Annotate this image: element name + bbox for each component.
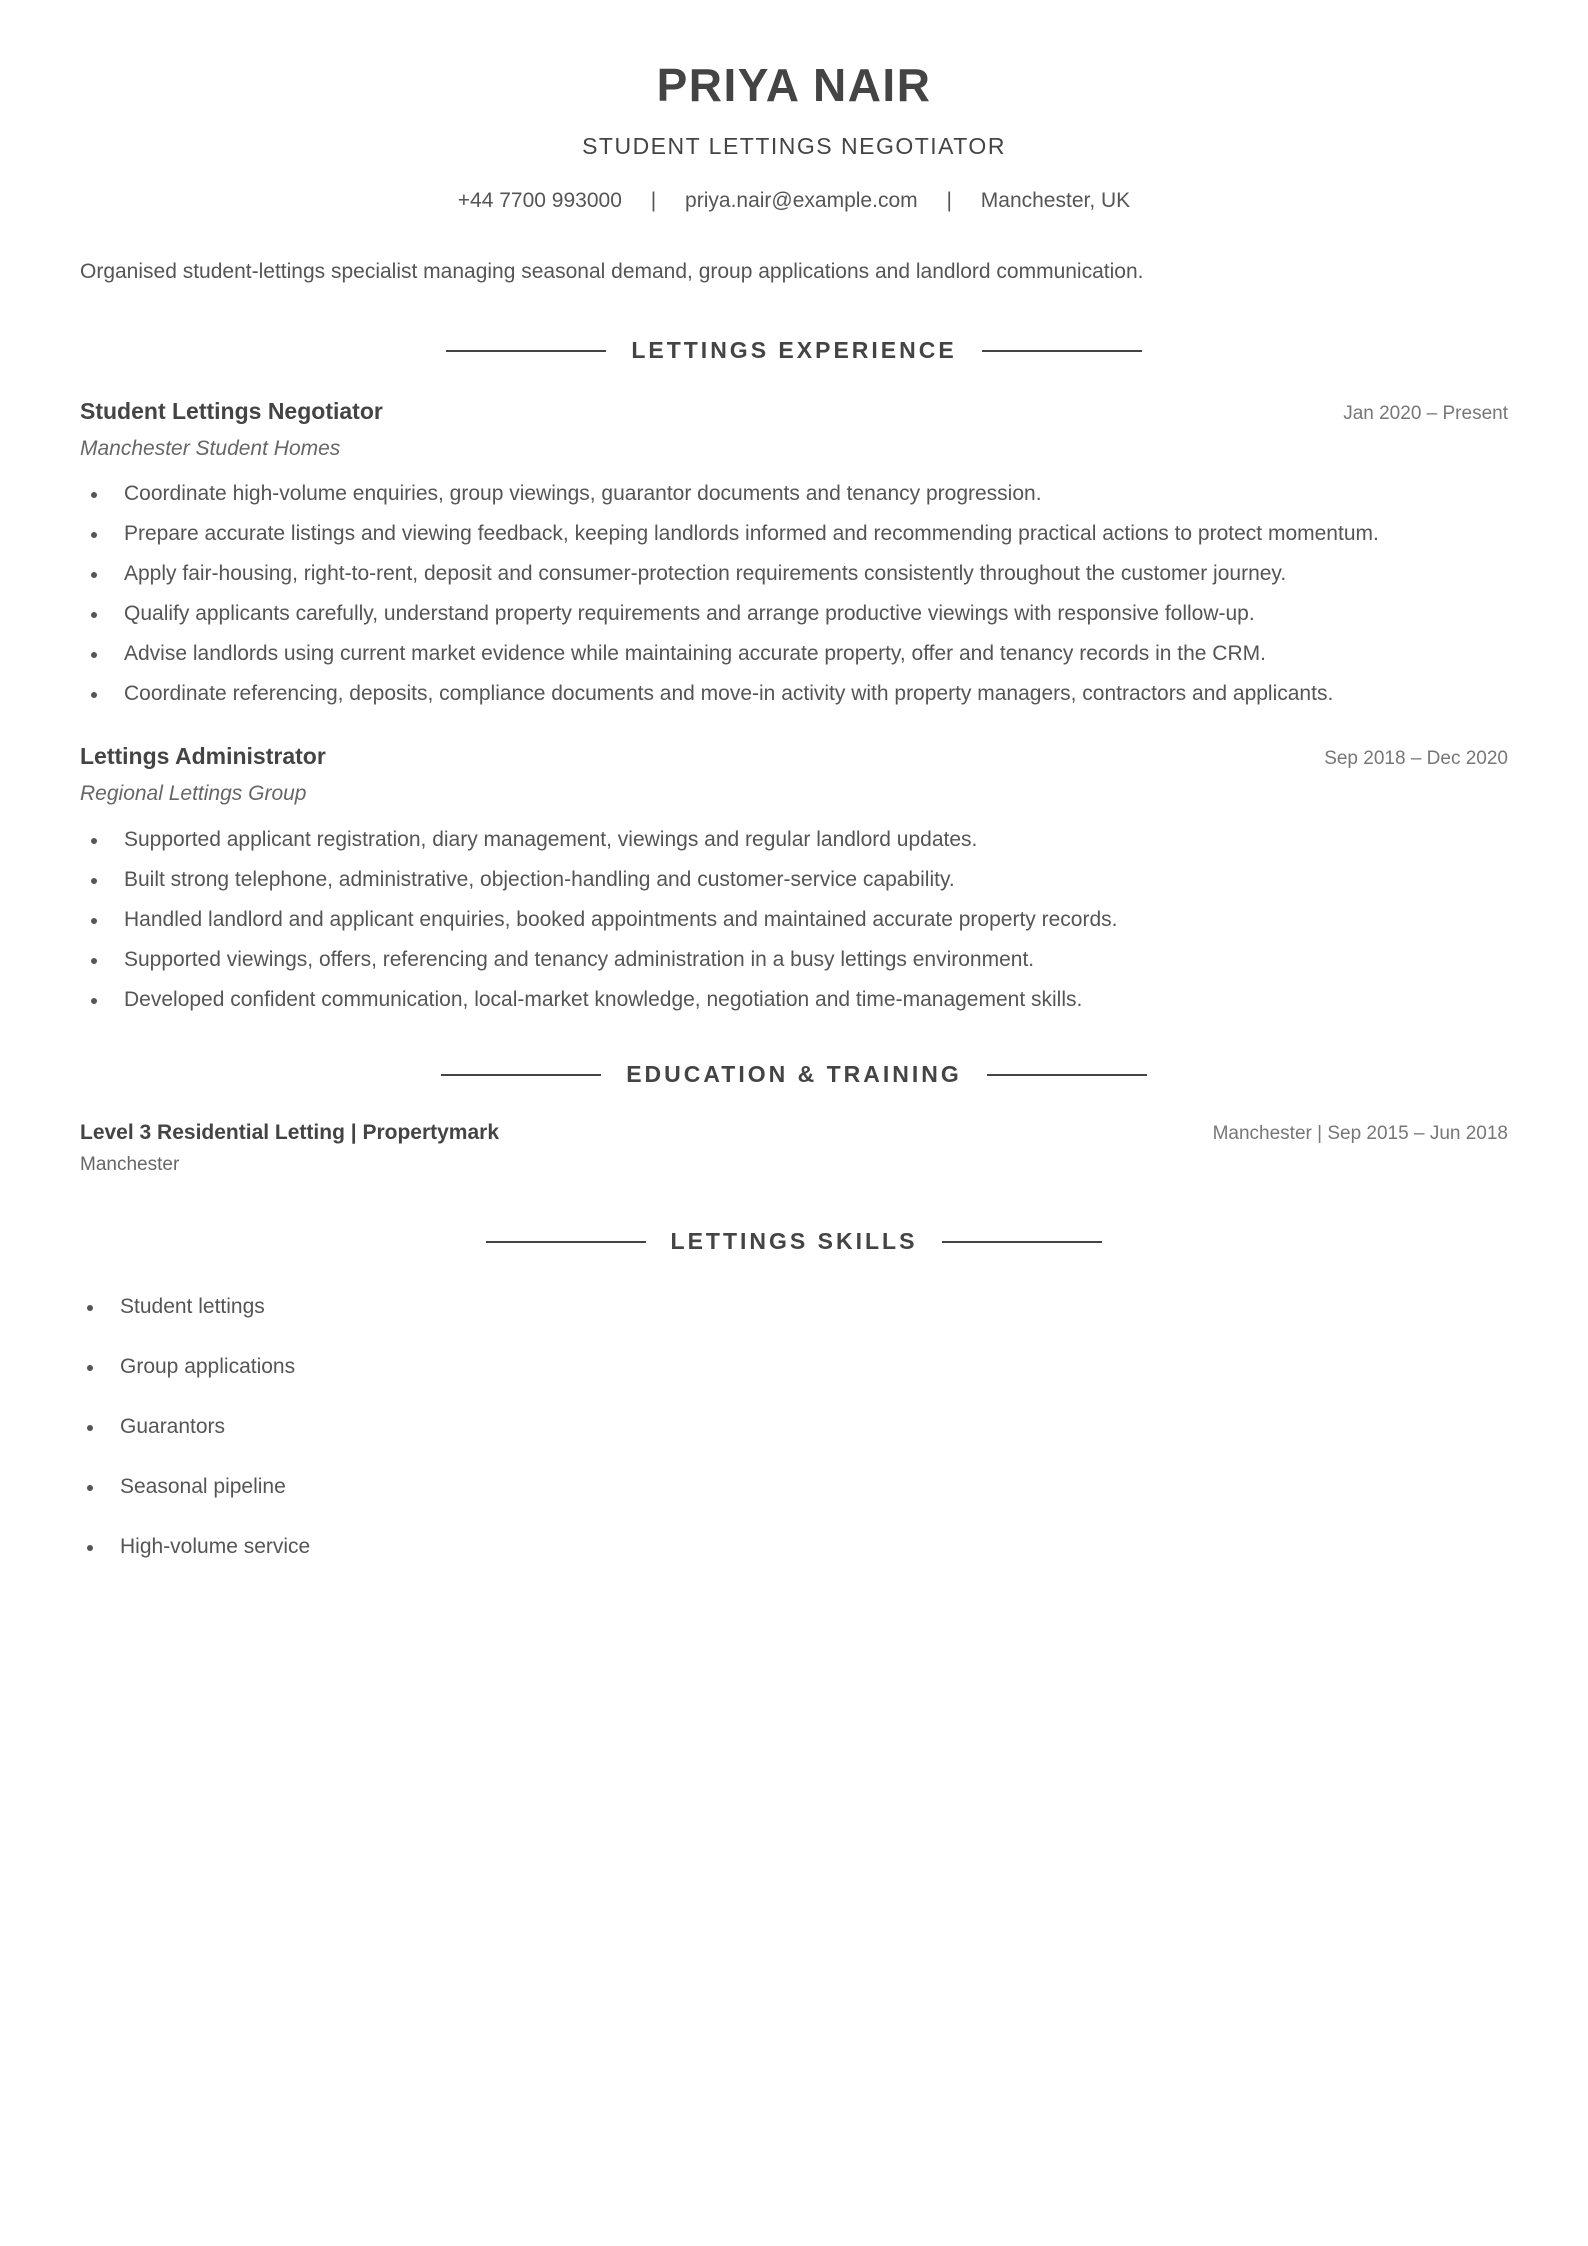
job-entry-header [80, 743, 1508, 770]
job-bullet: Built strong telephone, administrative, objection-handling and customer-service capability. [80, 860, 1508, 900]
education-heading-label: EDUCATION & TRAINING [626, 1061, 962, 1087]
skill-item: Group applications [80, 1337, 310, 1397]
job-bullet: Advise landlords using current market evidence while maintaining accurate property, offer and tenancy records in the CRM. [80, 634, 1508, 674]
skills-section-heading [80, 1228, 1508, 1255]
job-bullet: Handled landlord and applicant enquiries, booked appointments and maintained accurate property records. [80, 900, 1508, 940]
candidate-title: STUDENT LETTINGS NEGOTIATOR [582, 133, 1006, 159]
contact-location: Manchester, UK [980, 189, 1131, 212]
job-company: Regional Lettings Group [80, 782, 307, 805]
job-company: Manchester Student Homes [80, 437, 341, 460]
heading-rule-left [486, 1241, 646, 1243]
skill-item: Seasonal pipeline [80, 1457, 310, 1517]
contact-separator: | [650, 189, 657, 212]
contact-phone[interactable]: +44 7700 993000 [457, 189, 622, 212]
job-dates: Jan 2020 – Present [1343, 403, 1508, 424]
skill-item: Guarantors [80, 1397, 310, 1457]
heading-rule-right [982, 350, 1142, 352]
experience-section-heading [80, 337, 1508, 364]
job-role: Lettings Administrator [80, 743, 326, 769]
education-entry-header [80, 1121, 1508, 1145]
job-dates: Sep 2018 – Dec 2020 [1324, 748, 1508, 769]
education-meta: Manchester | Sep 2015 – Jun 2018 [1212, 1123, 1508, 1144]
job-entry-header [80, 398, 1508, 425]
heading-rule-right [987, 1074, 1147, 1076]
job-bullet: Developed confident communication, local-market knowledge, negotiation and time-management skills. [80, 980, 1508, 1020]
skill-item: Student lettings [80, 1277, 310, 1337]
education-location: Manchester [80, 1154, 180, 1175]
heading-rule-left [441, 1074, 601, 1076]
job-role: Student Lettings Negotiator [80, 398, 383, 424]
job-bullet: Coordinate high-volume enquiries, group viewings, guarantor documents and tenancy progression. [80, 474, 1508, 514]
job-bullet-list [80, 820, 1508, 1020]
skills-list [80, 1277, 310, 1577]
job-bullet: Supported viewings, offers, referencing and tenancy administration in a busy lettings environment. [80, 940, 1508, 980]
job-bullet: Prepare accurate listings and viewing feedback, keeping landlords informed and recommending practical actions to protect momentum. [80, 514, 1508, 554]
education-section-heading [80, 1061, 1508, 1088]
contact-separator: | [946, 189, 952, 212]
experience-heading-label: LETTINGS EXPERIENCE [631, 337, 957, 363]
contact-line [80, 189, 1508, 213]
skill-item: High-volume service [80, 1517, 310, 1577]
skills-heading-label: LETTINGS SKILLS [670, 1228, 918, 1254]
candidate-name: PRIYA NAIR [656, 59, 932, 111]
job-bullet: Coordinate referencing, deposits, compliance documents and move-in activity with property managers, contractors and applicants. [80, 674, 1508, 714]
heading-rule-right [942, 1241, 1102, 1243]
contact-email[interactable]: priya.nair@example.com [685, 189, 918, 212]
job-bullet-list [80, 474, 1508, 714]
job-bullet: Qualify applicants carefully, understand property requirements and arrange productive viewings with responsive follow-up. [80, 594, 1508, 634]
education-qualification: Level 3 Residential Letting | Propertymark [80, 1121, 500, 1144]
job-bullet: Supported applicant registration, diary management, viewings and regular landlord updates. [80, 820, 1508, 860]
professional-summary: Organised student-lettings specialist managing seasonal demand, group applications and landlord communication. [80, 260, 1144, 283]
heading-rule-left [446, 350, 606, 352]
job-bullet: Apply fair-housing, right-to-rent, deposit and consumer-protection requirements consistently throughout the customer journey. [80, 554, 1508, 594]
